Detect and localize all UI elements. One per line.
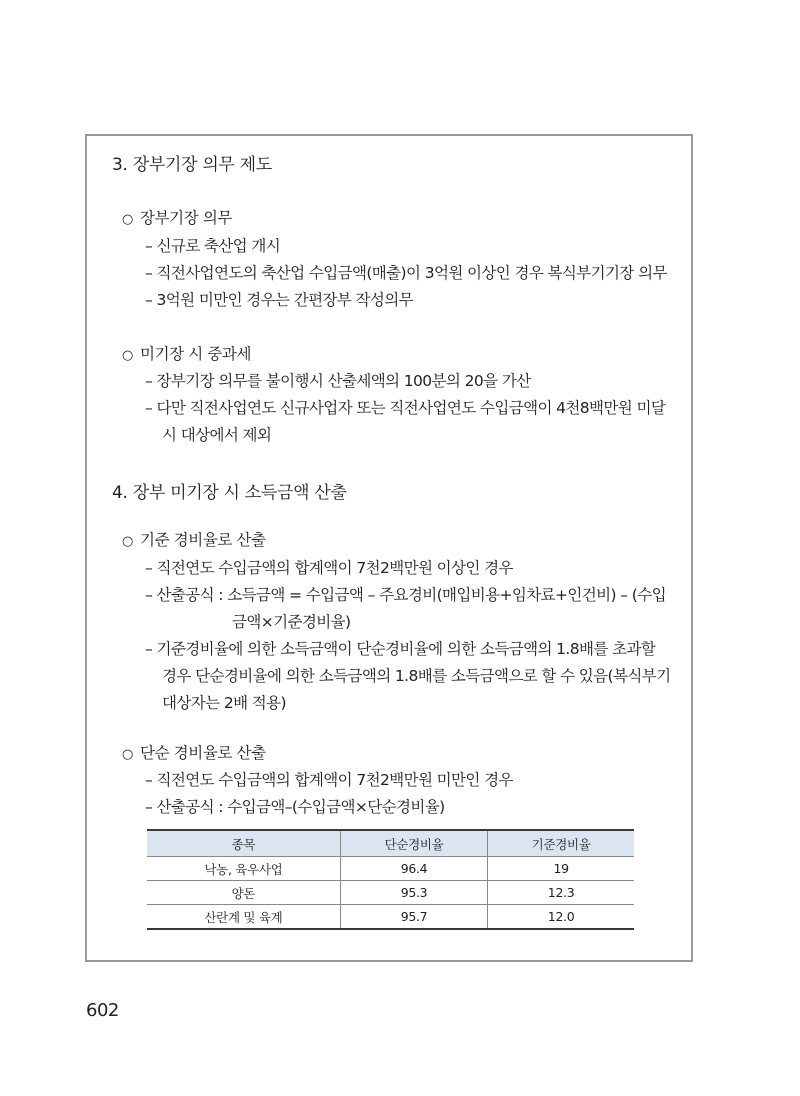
- column-header-standard-rate: 기준경비율: [488, 830, 634, 857]
- bullet-heading-bookkeeping-duty: ○ 장부기장 의무: [122, 209, 232, 227]
- bullet-heading-simple-rate: ○ 단순 경비율로 산출: [122, 744, 266, 762]
- section-3-title: 3. 장부기장 의무 제도: [112, 155, 272, 175]
- list-item: – 다만 직전사업연도 신규사업자 또는 직전사업연도 수입금액이 4천8백만원 미달: [145, 399, 666, 417]
- list-item: – 산출공식 : 수입금액–(수입금액×단순경비율): [145, 798, 445, 816]
- table-row: [147, 905, 634, 930]
- table-cell: 12.0: [488, 905, 634, 930]
- column-header-category: 종목: [147, 830, 340, 857]
- list-item-continuation: 대상자는 2배 적용): [162, 694, 286, 712]
- page-number: 602: [86, 1000, 119, 1021]
- table-row: [147, 881, 634, 905]
- table-cell: 산란계 및 육계: [147, 905, 340, 930]
- section-4-title: 4. 장부 미기장 시 소득금액 산출: [112, 483, 347, 503]
- list-item-continuation: 시 대상에서 제외: [162, 426, 272, 444]
- table-cell: 낙농, 육우사업: [147, 857, 340, 881]
- table-row: [147, 857, 634, 881]
- circle-bullet-icon: ○: [122, 534, 133, 549]
- table-cell: 19: [488, 857, 634, 881]
- list-item: – 3억원 미만인 경우는 간편장부 작성의무: [145, 291, 414, 309]
- table-header-row: [147, 830, 634, 857]
- list-item: – 직전연도 수입금액의 합계액이 7천2백만원 미만인 경우: [145, 771, 513, 789]
- table-cell: 12.3: [488, 881, 634, 905]
- list-item: – 산출공식 : 소득금액 = 수입금액 – 주요경비(매입비용+임차료+인건비) – (수입: [145, 586, 666, 604]
- list-item: – 신규로 축산업 개시: [145, 237, 281, 255]
- table-cell: 96.4: [340, 857, 487, 881]
- bullet-heading-penalty-tax: ○ 미기장 시 중과세: [122, 345, 252, 363]
- circle-bullet-icon: ○: [122, 212, 133, 227]
- list-item: – 기준경비율에 의한 소득금액이 단순경비율에 의한 소득금액의 1.8배를 초과할: [145, 640, 656, 658]
- circle-bullet-icon: ○: [122, 348, 133, 363]
- table-cell: 95.7: [340, 905, 487, 930]
- list-item-continuation: 금액×기준경비율): [232, 613, 351, 631]
- bullet-heading-standard-rate: ○ 기준 경비율로 산출: [122, 531, 266, 549]
- circle-bullet-icon: ○: [122, 747, 133, 762]
- list-item: – 직전사업연도의 축산업 수입금액(매출)이 3억원 이상인 경우 복식부기기장 의무: [145, 264, 667, 282]
- table-cell: 95.3: [340, 881, 487, 905]
- list-item: – 장부기장 의무를 불이행시 산출세액의 100분의 20을 가산: [145, 372, 531, 390]
- column-header-simple-rate: 단순경비율: [340, 830, 487, 857]
- list-item-continuation: 경우 단순경비율에 의한 소득금액의 1.8배를 소득금액으로 할 수 있음(복식부기: [162, 667, 671, 685]
- expense-rate-table: [147, 829, 634, 930]
- list-item: – 직전연도 수입금액의 합계액이 7천2백만원 이상인 경우: [145, 559, 513, 577]
- table-cell: 양돈: [147, 881, 340, 905]
